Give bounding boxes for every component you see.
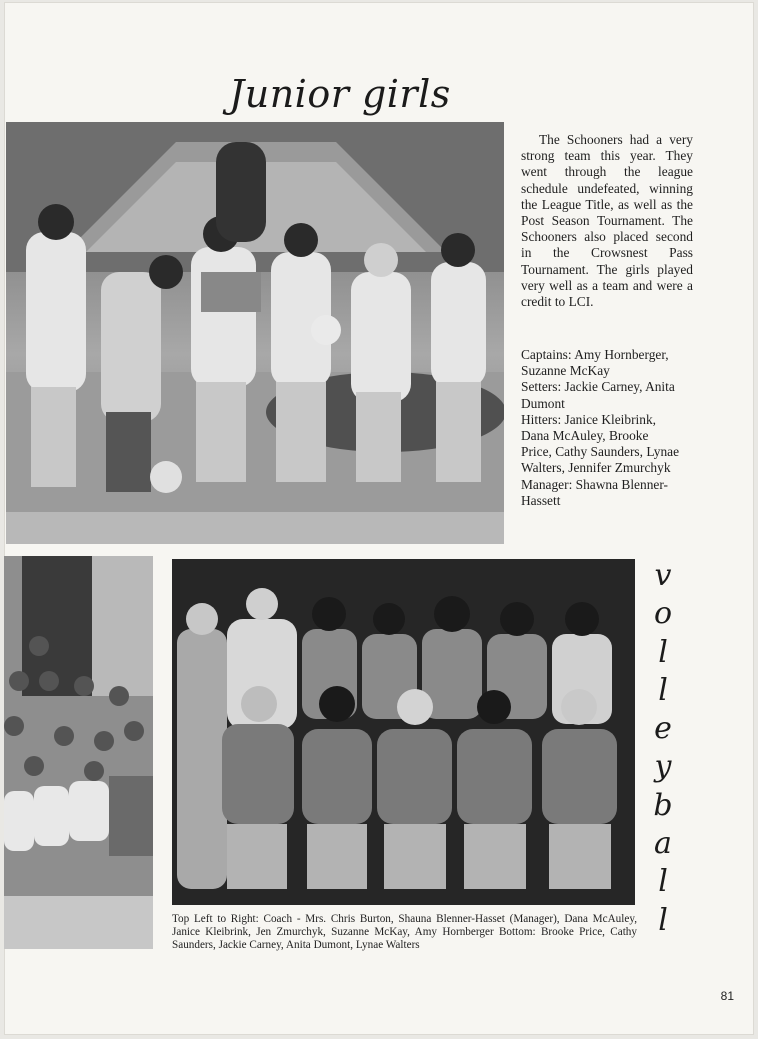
roster-line: Hassett bbox=[521, 492, 561, 508]
vertical-letter: v bbox=[654, 558, 672, 593]
roster-line: Price, Cathy Saunders, Lynae bbox=[521, 444, 680, 460]
article-text: The Schooners had a very strong team this year. They went through the league schedule undefeated, winning the League Title, as well as the Post Season Tournament. The Schooners also placed second in the Crowsnest Pass Tournament. The girls played very well as a team and were a credit to LCI. bbox=[521, 132, 693, 310]
vertical-letter: b bbox=[653, 787, 673, 823]
team-photo-gym bbox=[6, 122, 504, 544]
team-photo bbox=[172, 559, 635, 905]
roster-list bbox=[521, 347, 693, 509]
gym-photo-illustration bbox=[6, 122, 504, 544]
vertical-letter: o bbox=[653, 596, 673, 632]
roster-line: Suzanne McKay bbox=[521, 363, 610, 379]
vertical-letter: a bbox=[654, 826, 672, 862]
roster-line: Captains: Amy Hornberger, bbox=[521, 347, 669, 362]
page-number: 81 bbox=[720, 989, 734, 1003]
vertical-letter: y bbox=[654, 749, 672, 785]
roster-line: Manager: Shawna Blenner- bbox=[521, 476, 668, 492]
vertical-letter: l bbox=[658, 864, 668, 900]
roster-line: Dana McAuley, Brooke bbox=[521, 428, 649, 444]
photo-caption: Top Left to Right: Coach - Mrs. Chris Burton, Shauna Blenner-Hasset (Manager), Dana McAuley, Janice Kleibrink, Jen Zmurchyk, Suzanne McKay, Amy Hornberger Bottom: Brooke Price, Cathy Saunders, Jackie Carney, Anita Dumont, Lynae Walters bbox=[172, 913, 637, 952]
page-title: Junior girls bbox=[229, 72, 451, 116]
roster-line: Hitters: Janice Kleibrink, bbox=[521, 411, 656, 427]
roster-line: Setters: Jackie Carney, Anita bbox=[521, 379, 675, 395]
yearbook-page bbox=[4, 2, 754, 1035]
team-photo-illustration bbox=[172, 559, 635, 905]
volleyball-vertical-title bbox=[650, 557, 676, 940]
roster-line: Walters, Jennifer Zmurchyk bbox=[521, 460, 671, 476]
vertical-letter: l bbox=[658, 902, 668, 938]
vertical-letter: l bbox=[658, 672, 668, 708]
crowd-photo-illustration bbox=[4, 556, 153, 949]
roster-line: Dumont bbox=[521, 395, 565, 411]
vertical-letter: e bbox=[654, 711, 672, 747]
crowd-photo bbox=[4, 556, 153, 949]
vertical-letter: l bbox=[658, 634, 668, 670]
